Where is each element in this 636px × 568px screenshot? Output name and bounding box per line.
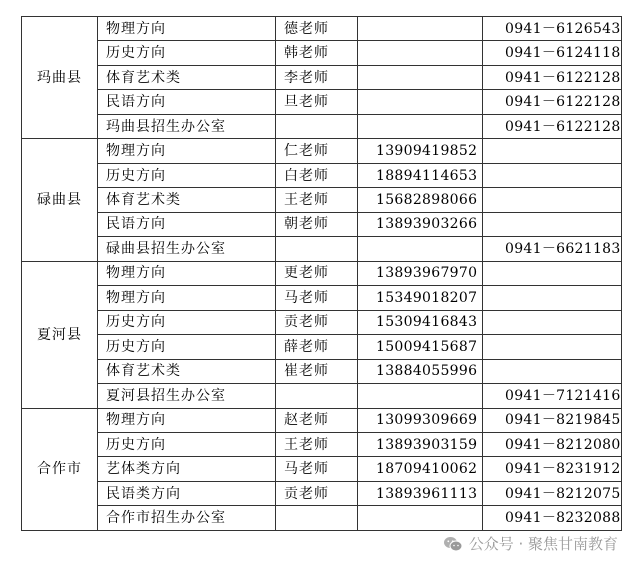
mobile-cell: 13909419852 (358, 139, 483, 163)
teacher-cell (276, 506, 358, 530)
watermark (443, 533, 618, 554)
mobile-cell (358, 114, 483, 138)
table-row (22, 506, 622, 530)
table-row (22, 286, 622, 310)
teacher-cell (276, 384, 358, 408)
phone-cell: 0941－6122128 (483, 90, 622, 114)
direction-cell: 物理方向 (98, 17, 276, 41)
mobile-cell (358, 237, 483, 261)
teacher-cell: 王老师 (276, 432, 358, 456)
mobile-cell: 13893961113 (358, 481, 483, 505)
mobile-cell: 13099309669 (358, 408, 483, 432)
direction-cell: 碌曲县招生办公室 (98, 237, 276, 261)
county-cell: 碌曲县 (22, 139, 98, 261)
county-cell: 合作市 (22, 408, 98, 530)
mobile-cell: 15309416843 (358, 310, 483, 334)
direction-cell: 夏河县招生办公室 (98, 384, 276, 408)
direction-cell: 历史方向 (98, 432, 276, 456)
contact-table (21, 16, 622, 531)
table-row (22, 457, 622, 481)
direction-cell: 历史方向 (98, 335, 276, 359)
direction-cell: 艺体类方向 (98, 457, 276, 481)
teacher-cell: 贡老师 (276, 481, 358, 505)
direction-cell: 民语方向 (98, 90, 276, 114)
mobile-cell (358, 17, 483, 41)
direction-cell: 体育艺术类 (98, 359, 276, 383)
table-row (22, 432, 622, 456)
mobile-cell: 18709410062 (358, 457, 483, 481)
direction-cell: 体育艺术类 (98, 188, 276, 212)
phone-cell: 0941－6124118 (483, 41, 622, 65)
mobile-cell: 13893903266 (358, 212, 483, 236)
teacher-cell: 韩老师 (276, 41, 358, 65)
mobile-cell: 13884055996 (358, 359, 483, 383)
phone-cell (483, 261, 622, 285)
teacher-cell (276, 237, 358, 261)
table-row (22, 481, 622, 505)
phone-cell: 0941－8212080 (483, 432, 622, 456)
table-row (22, 408, 622, 432)
mobile-cell (358, 41, 483, 65)
mobile-cell: 13893967970 (358, 261, 483, 285)
teacher-cell: 德老师 (276, 17, 358, 41)
phone-cell: 0941－7121416 (483, 384, 622, 408)
table-row (22, 384, 622, 408)
watermark-text: 公众号 · 聚焦甘南教育 (468, 535, 618, 553)
mobile-cell: 18894114653 (358, 163, 483, 187)
table-row (22, 359, 622, 383)
mobile-cell (358, 384, 483, 408)
county-cell: 夏河县 (22, 261, 98, 408)
phone-cell (483, 188, 622, 212)
county-cell: 玛曲县 (22, 17, 98, 139)
direction-cell: 玛曲县招生办公室 (98, 114, 276, 138)
teacher-cell: 崔老师 (276, 359, 358, 383)
phone-cell: 0941－6126543 (483, 17, 622, 41)
mobile-cell: 13893903159 (358, 432, 483, 456)
direction-cell: 民语类方向 (98, 481, 276, 505)
phone-cell (483, 359, 622, 383)
phone-cell (483, 139, 622, 163)
teacher-cell: 薛老师 (276, 335, 358, 359)
mobile-cell (358, 90, 483, 114)
table-body (22, 17, 622, 531)
mobile-cell (358, 506, 483, 530)
phone-cell: 0941－6122128 (483, 114, 622, 138)
direction-cell: 体育艺术类 (98, 65, 276, 89)
table-row (22, 261, 622, 285)
phone-cell: 0941－8212075 (483, 481, 622, 505)
teacher-cell: 仁老师 (276, 139, 358, 163)
wechat-icon (443, 536, 463, 552)
direction-cell: 物理方向 (98, 408, 276, 432)
table-row (22, 139, 622, 163)
teacher-cell: 马老师 (276, 457, 358, 481)
table-row (22, 237, 622, 261)
teacher-cell: 朝老师 (276, 212, 358, 236)
table-row (22, 41, 622, 65)
table-row (22, 65, 622, 89)
direction-cell: 合作市招生办公室 (98, 506, 276, 530)
direction-cell: 物理方向 (98, 139, 276, 163)
mobile-cell (358, 65, 483, 89)
table-row (22, 310, 622, 334)
table-row (22, 114, 622, 138)
phone-cell: 0941－8219845 (483, 408, 622, 432)
table-row (22, 188, 622, 212)
table-row (22, 335, 622, 359)
direction-cell: 历史方向 (98, 163, 276, 187)
teacher-cell (276, 114, 358, 138)
direction-cell: 历史方向 (98, 310, 276, 334)
direction-cell: 物理方向 (98, 261, 276, 285)
phone-cell (483, 335, 622, 359)
phone-cell: 0941－6621183 (483, 237, 622, 261)
phone-cell: 0941－8232088 (483, 506, 622, 530)
table-row (22, 90, 622, 114)
direction-cell: 民语方向 (98, 212, 276, 236)
teacher-cell: 贡老师 (276, 310, 358, 334)
phone-cell: 0941－8231912 (483, 457, 622, 481)
phone-cell (483, 212, 622, 236)
phone-cell (483, 310, 622, 334)
teacher-cell: 赵老师 (276, 408, 358, 432)
mobile-cell: 15349018207 (358, 286, 483, 310)
teacher-cell: 更老师 (276, 261, 358, 285)
table-row (22, 212, 622, 236)
mobile-cell: 15682898066 (358, 188, 483, 212)
teacher-cell: 白老师 (276, 163, 358, 187)
phone-cell (483, 163, 622, 187)
phone-cell (483, 286, 622, 310)
teacher-cell: 王老师 (276, 188, 358, 212)
table-row (22, 163, 622, 187)
phone-cell: 0941－6122128 (483, 65, 622, 89)
teacher-cell: 李老师 (276, 65, 358, 89)
teacher-cell: 马老师 (276, 286, 358, 310)
mobile-cell: 15009415687 (358, 335, 483, 359)
teacher-cell: 旦老师 (276, 90, 358, 114)
direction-cell: 历史方向 (98, 41, 276, 65)
direction-cell: 物理方向 (98, 286, 276, 310)
table-row (22, 17, 622, 41)
